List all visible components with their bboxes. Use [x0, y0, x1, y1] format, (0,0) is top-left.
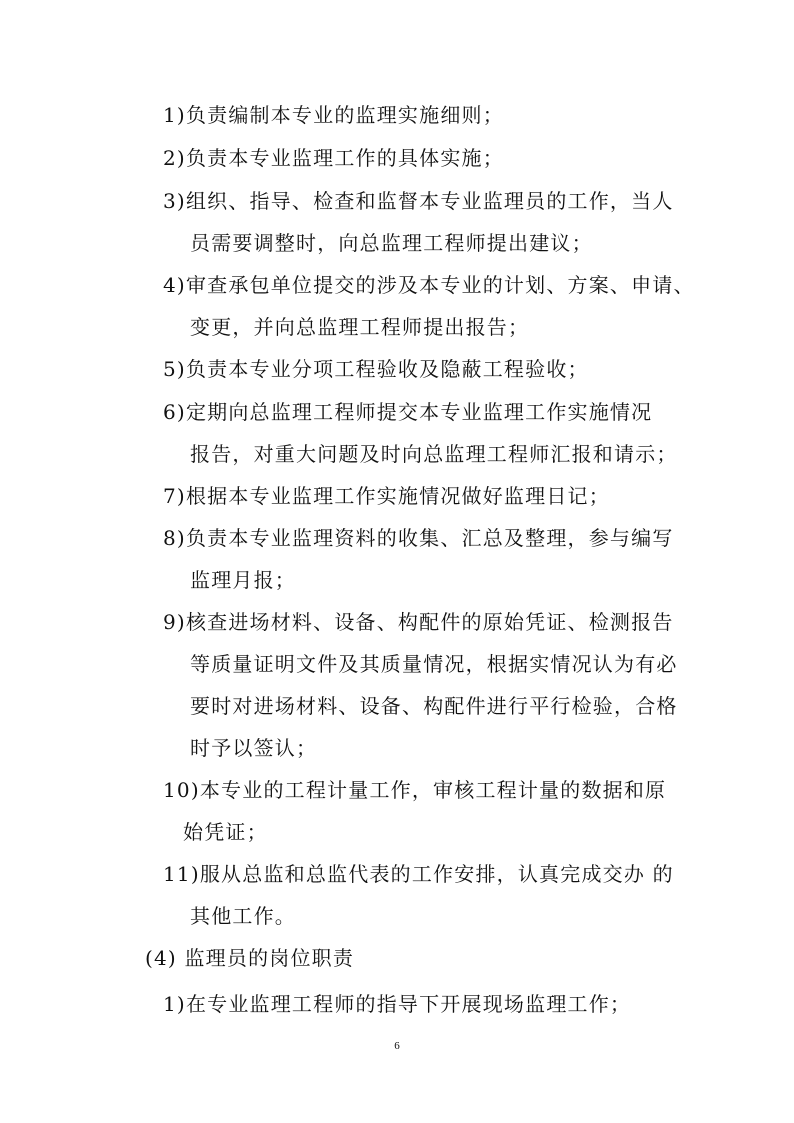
item-text: 在专业监理工程师的指导下开展现场监理工作；: [185, 992, 632, 1016]
item-text-continuation: 要时对进场材料、设备、构配件进行平行检验，合格: [190, 694, 678, 718]
item-text-continuation: 报告，对重大问题及时向总监理工程师汇报和请示；: [190, 442, 678, 466]
item-text-continuation: 监理月报；: [190, 568, 296, 592]
section-heading: (4) 监理员的岗位职责: [145, 946, 355, 970]
item-text: 负责本专业监理资料的收集、汇总及整理，参与编写: [185, 526, 674, 550]
item-number: 8): [163, 526, 186, 550]
list-item: [163, 770, 666, 811]
item-number: 7): [163, 484, 186, 508]
item-text-continuation: 其他工作。: [190, 904, 296, 928]
list-item: [163, 181, 674, 222]
item-text: 定期向总监理工程师提交本专业监理工作实施情况: [185, 400, 653, 424]
item-number: 9): [163, 610, 186, 634]
item-text: 根据本专业监理工作实施情况做好监理日记；: [185, 484, 610, 508]
page-number: 6: [394, 1040, 400, 1052]
list-item: [163, 602, 674, 643]
item-text: 负责本专业监理工作的具体实施；: [185, 146, 504, 170]
list-item: [163, 95, 504, 136]
list-item: [163, 854, 674, 895]
item-text: 负责编制本专业的监理实施细则；: [185, 103, 504, 127]
item-text-continuation: 时予以签认；: [190, 736, 318, 760]
list-item: [163, 349, 589, 390]
list-item: [163, 392, 652, 433]
item-number: 1): [163, 103, 186, 127]
item-text-continuation: 变更，并向总监理工程师提出报告；: [190, 315, 530, 339]
list-item: [163, 265, 695, 306]
list-item: [163, 984, 631, 1025]
item-text-continuation: 等质量证明文件及其质量情况，根据实情况认为有必: [190, 652, 678, 676]
item-text: 审查承包单位提交的涉及本专业的计划、方案、申请、: [185, 273, 695, 297]
item-number: 11): [163, 862, 200, 886]
item-text: 服从总监和总监代表的工作安排，认真完成交办 的: [199, 862, 674, 886]
item-number: 3): [163, 189, 186, 213]
item-text: 核查进场材料、设备、构配件的原始凭证、检测报告: [185, 610, 674, 634]
item-text-continuation: 始凭证；: [183, 820, 268, 844]
item-number: 6): [163, 400, 186, 424]
list-item: [163, 138, 504, 179]
item-number: 5): [163, 357, 186, 381]
list-item: [163, 518, 674, 559]
item-text: 本专业的工程计量工作，审核工程计量的数据和原: [199, 778, 667, 802]
item-text: 组织、指导、检查和监督本专业监理员的工作，当人: [185, 189, 674, 213]
list-item: [163, 476, 610, 517]
item-number: 10): [163, 778, 200, 802]
item-number: 2): [163, 146, 186, 170]
item-number: 4): [163, 273, 186, 297]
item-number: 1): [163, 992, 186, 1016]
item-text: 负责本专业分项工程验收及隐蔽工程验收；: [185, 357, 589, 381]
item-text-continuation: 员需要调整时，向总监理工程师提出建议；: [190, 231, 593, 255]
